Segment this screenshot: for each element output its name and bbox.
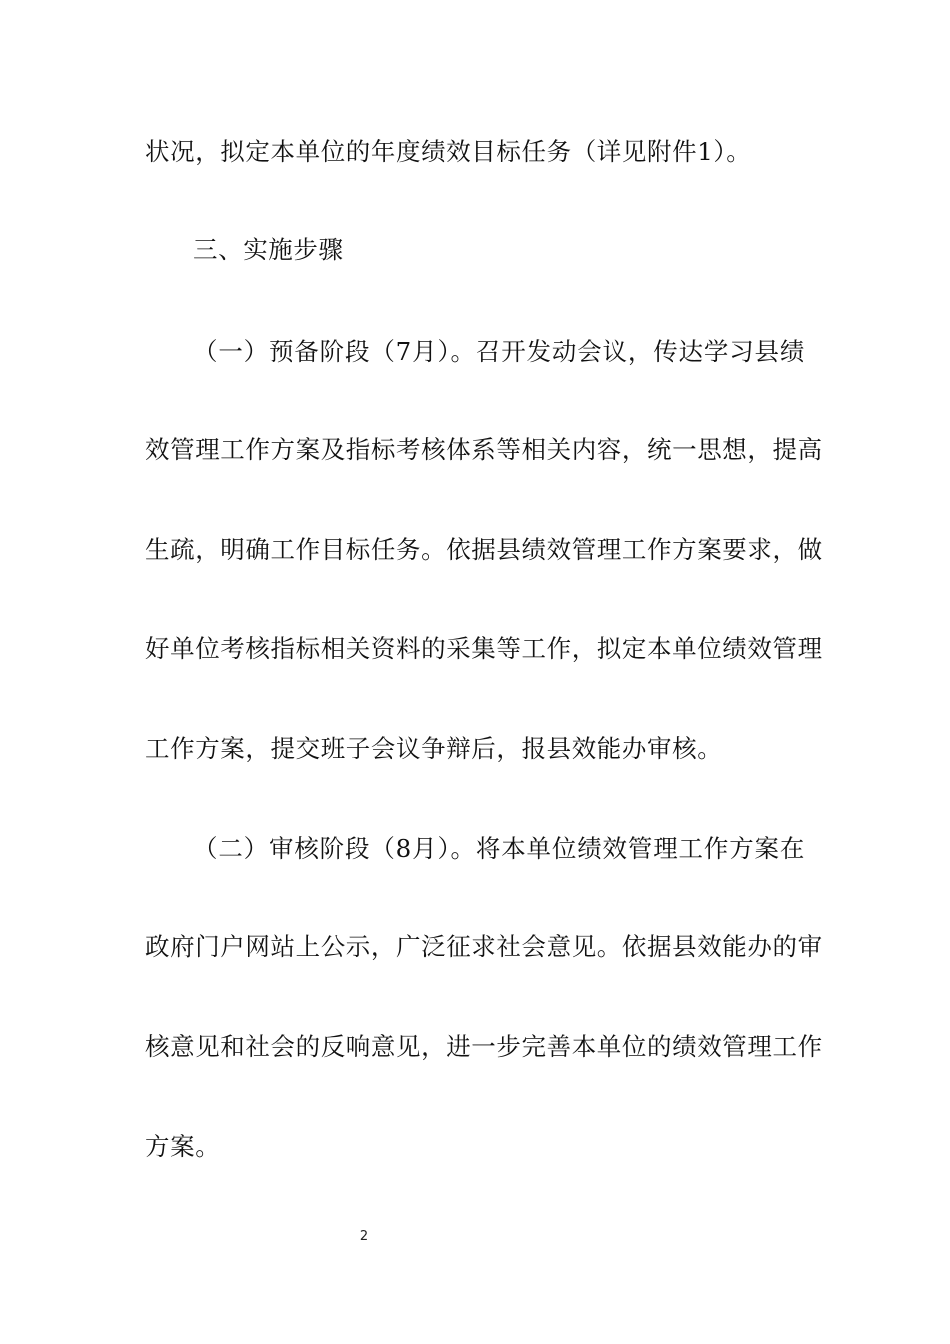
body-text-line: 效管理工作方案及指标考核体系等相关内容，统一思想，提高 xyxy=(145,435,823,464)
body-text-line: 好单位考核指标相关资料的采集等工作，拟定本单位绩效管理 xyxy=(145,634,823,663)
section-heading: 三、实施步骤 xyxy=(193,235,344,264)
paragraph-first-line: （二）审核阶段（8月）。将本单位绩效管理工作方案在 xyxy=(193,834,805,863)
body-text-line: 状况，拟定本单位的年度绩效目标任务（详见附件1）。 xyxy=(145,137,752,166)
body-text-line: 政府门户网站上公示，广泛征求社会意见。依据县效能办的审 xyxy=(145,932,823,961)
body-text-line: 生疏，明确工作目标任务。依据县绩效管理工作方案要求，做 xyxy=(145,535,823,564)
body-text-line: 核意见和社会的反响意见，进一步完善本单位的绩效管理工作 xyxy=(145,1032,823,1061)
body-text-line: 工作方案，提交班子会议争辩后，报县效能办审核。 xyxy=(145,734,723,763)
paragraph-first-line: （一）预备阶段（7月）。召开发动会议，传达学习县绩 xyxy=(193,337,805,366)
body-text-line: 方案。 xyxy=(145,1132,221,1161)
page-number: 2 xyxy=(359,1229,369,1244)
